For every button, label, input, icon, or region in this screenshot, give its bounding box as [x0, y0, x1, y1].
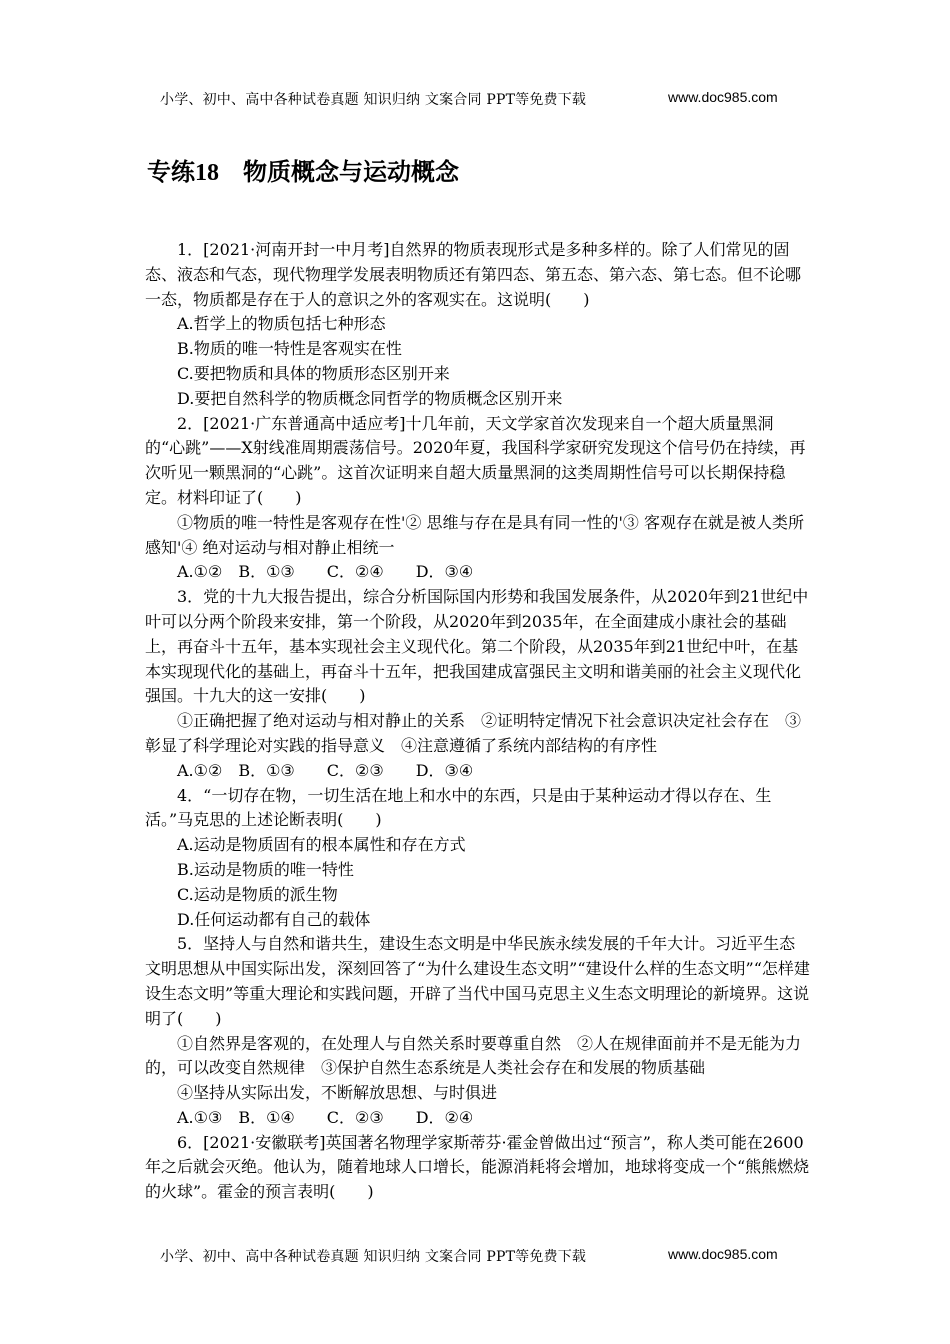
question-5-answers: A.①③ B．①④ C．②③ D．②④	[177, 1107, 474, 1127]
question-1-stem: 1．[2021·河南开封一中月考]自然界的物质表现形式是多种多样的。除了人们常见的固态、液态和气态，现代物理学发展表明物质还有第四态、第五态、第六态、第七态。但不论哪一态，物质都是存在于人的意识之外的客观实在。这说明( )	[145, 240, 802, 309]
title-number: 18	[195, 160, 219, 186]
footer-url[interactable]: www.doc985.com	[668, 1246, 778, 1262]
question-4-option-c: C.运动是物质的派生物	[177, 884, 338, 904]
header-text: 小学、初中、高中各种试卷真题 知识归纳 文案合同 PPT等免费下载	[160, 92, 587, 108]
question-1-option-c: C.要把物质和具体的物质形态区别开来	[177, 363, 450, 383]
question-6-stem: 6．[2021·安徽联考]英国著名物理学家斯蒂芬·霍金曾做出过“预言”，称人类可能在2600年之后就会灭绝。他认为，随着地球人口增长，能源消耗将会增加，地球将变成一个“熊熊燃烧的火球”。霍金的预言表明( )	[145, 1132, 810, 1202]
page-header	[160, 89, 800, 109]
title-main: 物质概念与运动概念	[243, 157, 459, 186]
question-5-statement-4: ④坚持从实际出发，不断解放思想、与时俱进	[177, 1083, 498, 1103]
question-2-statements: ①物质的唯一特性是客观存在性'② 思维与存在是具有同一性的'③ 客观存在就是被人类所感知'④ 绝对运动与相对静止相统一	[145, 512, 804, 557]
question-list	[145, 238, 810, 1205]
question-1-option-a: A.哲学上的物质包括七种形态	[177, 314, 386, 334]
question-4-option-d: D.任何运动都有自己的载体	[177, 909, 371, 929]
header-url[interactable]: www.doc985.com	[668, 89, 778, 105]
question-3-statements: ①正确把握了绝对运动与相对静止的关系 ②证明特定情况下社会意识决定社会存在 ③彰显了科学理论对实践的指导意义 ④注意遵循了系统内部结构的有序性	[145, 711, 802, 755]
question-3-answers: A.①② B．①③ C．②③ D．③④	[177, 760, 474, 780]
question-4-stem: 4．“一切存在物，一切生活在地上和水中的东西，只是由于某种运动才得以存在、生活。”马克思的上述论断表明( )	[145, 785, 772, 830]
question-2-stem: 2．[2021·广东普通高中适应考]十几年前，天文学家首次发现来自一个超大质量黑洞的“心跳”——X射线准周期震荡信号。2020年夏，我国科学家研究发现这个信号仍在持续，再次听见一颗黑洞的“心跳”。这首次证明来自超大质量黑洞的这类周期性信号可以长期保持稳定。材料印证了( )	[145, 413, 806, 507]
question-2-answers: A.①② B．①③ C．②④ D．③④	[177, 562, 474, 582]
question-1-option-d: D.要把自然科学的物质概念同哲学的物质概念区别开来	[177, 388, 563, 408]
question-4-option-a: A.运动是物质固有的根本属性和存在方式	[177, 835, 466, 855]
title-prefix: 专练	[147, 157, 195, 186]
question-3-stem: 3．党的十九大报告提出，综合分析国际国内形势和我国发展条件，从2020年到21世纪中叶可以分两个阶段来安排，第一个阶段，从2020年到2035年，在全面建成小康社会的基础上，再奋斗十五年，基本实现社会主义现代化。第二个阶段，从2035年到21世纪中叶，在基本实现现代化的基础上，再奋斗十五年，把我国建成富强民主文明和谐美丽的社会主义现代化强国。十九大的这一安排( )	[145, 587, 809, 706]
footer-text: 小学、初中、高中各种试卷真题 知识归纳 文案合同 PPT等免费下载	[160, 1249, 587, 1265]
question-1-option-b: B.物质的唯一特性是客观实在性	[177, 339, 402, 359]
question-4-option-b: B.运动是物质的唯一特性	[177, 859, 354, 879]
question-5-statements: ①自然界是客观的，在处理人与自然关系时要尊重自然 ②人在规律面前并不是无能为力的，可以改变自然规律 ③保护自然生态系统是人类社会存在和发展的物质基础	[145, 1033, 802, 1078]
question-5-stem: 5．坚持人与自然和谐共生，建设生态文明是中华民族永续发展的千年大计。习近平生态文明思想从中国实际出发，深刻回答了“为什么建设生态文明”“建设什么样的生态文明”“怎样建设生态文明”等重大理论和实践问题，开辟了当代中国马克思主义生态文明理论的新境界。这说明了( )	[145, 934, 810, 1028]
page-title	[147, 152, 459, 187]
page-footer	[160, 1246, 800, 1266]
